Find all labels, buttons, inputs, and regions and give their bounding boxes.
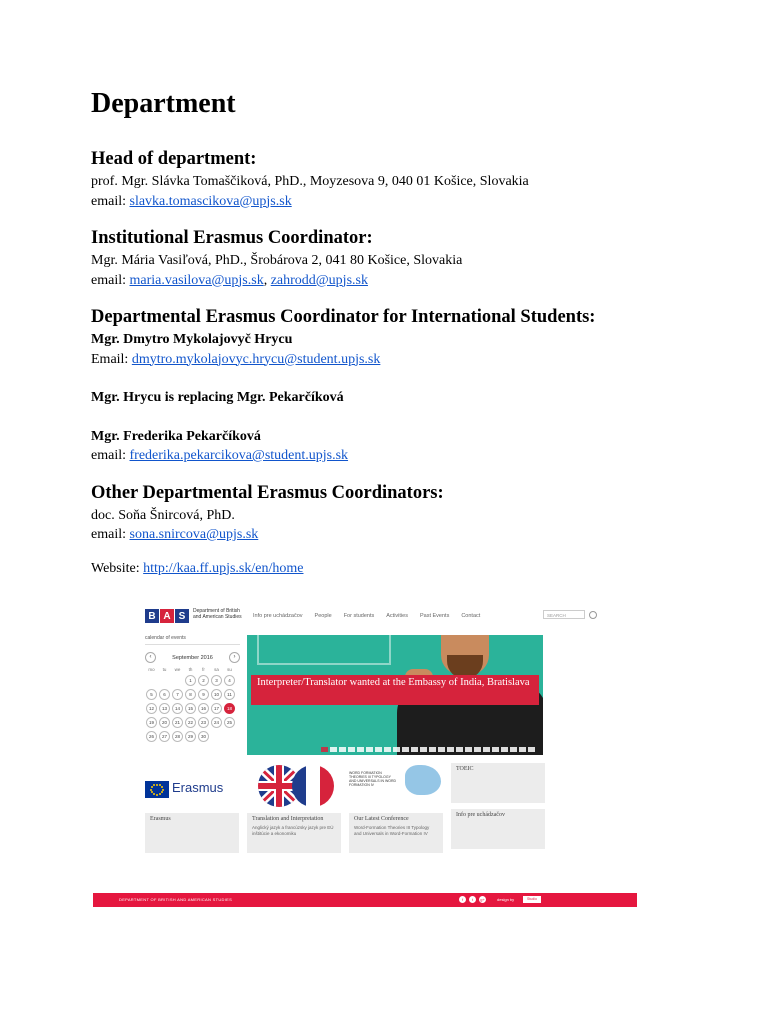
tile-translation[interactable] (247, 763, 341, 853)
calendar-day[interactable]: 29 (185, 731, 196, 742)
institutional-coordinator-section (91, 225, 711, 290)
uk-france-flags-icon (257, 763, 337, 809)
calendar-day[interactable]: 22 (185, 717, 196, 728)
eu-star-icon (161, 786, 163, 788)
site-navbar (145, 607, 637, 627)
coordinator-email-link-1[interactable]: dmytro.mykolajovyc.hrycu@student.upjs.sk (131, 351, 381, 367)
email-label: email: (91, 448, 126, 463)
slider-dot[interactable] (483, 747, 490, 752)
slider-dot[interactable] (465, 747, 472, 752)
calendar-day[interactable]: 12 (146, 703, 157, 714)
website-line (91, 559, 711, 579)
slider-dot[interactable] (492, 747, 499, 752)
tile-caption (349, 813, 443, 853)
google-plus-icon[interactable]: g+ (480, 897, 485, 902)
calendar-day[interactable]: 19 (146, 717, 157, 728)
hero-banner[interactable]: Interpreter/Translator wanted at the Embassy of India, Bratislava (251, 675, 539, 705)
calendar-day[interactable]: 11 (224, 689, 235, 700)
email-label: email: (91, 272, 126, 288)
erasmus-logo-text: Erasmus (172, 780, 224, 795)
eu-star-icon (161, 791, 163, 793)
calendar-day[interactable]: 4 (224, 675, 235, 686)
slider-dot[interactable] (510, 747, 517, 752)
eu-star-icon (156, 794, 158, 796)
email-separator: , (263, 272, 268, 288)
footer-text: DEPARTMENT OF BRITISH AND AMERICAN STUDIES (119, 897, 233, 902)
tile-caption (247, 813, 341, 853)
calendar-weekdays (145, 667, 240, 672)
email-label: email: (91, 527, 126, 542)
spacer (91, 408, 711, 427)
tile-caption (145, 813, 239, 853)
calendar-day[interactable]: 16 (198, 703, 209, 714)
menu-item-contact[interactable]: Contact (461, 613, 481, 619)
slider-dot[interactable] (330, 747, 337, 752)
calendar-label: calendar of events (145, 635, 240, 645)
calendar-day[interactable]: 10 (211, 689, 222, 700)
calendar-weekday: fr (202, 667, 205, 672)
search-icon[interactable] (589, 611, 597, 619)
head-heading: Head of department: (91, 149, 257, 169)
site-menu (253, 613, 492, 619)
conference-art-text: WORD FORMATION THEORIES III TYPOLOGY AND UNIVERSALS IN WORD FORMATION IV (349, 771, 397, 787)
tile-subtitle: Anglický jazyk a francúzsky jazyk pre EÚ inštitúcie a ekonomiku (252, 825, 334, 836)
email-label: email: (91, 193, 126, 209)
menu-item-activities[interactable]: Activities (386, 613, 408, 619)
calendar-day[interactable]: 14 (172, 703, 183, 714)
calendar-month: September 2016 (172, 654, 213, 661)
toeic-title: TOEIC (451, 763, 545, 803)
eu-star-icon (153, 793, 155, 795)
eu-star-icon (159, 793, 161, 795)
slider-dots (321, 747, 537, 752)
calendar-month-bar (145, 652, 240, 663)
slider-dot[interactable] (411, 747, 418, 752)
head-email-link[interactable]: slavka.tomascikova@upjs.sk (129, 193, 292, 209)
calendar-day[interactable]: 8 (185, 689, 196, 700)
head-details: prof. Mgr. Slávka Tomaščiková, PhD., Moyzesova 9, 040 01 Košice, Slovakia (91, 174, 529, 189)
calendar-weekday: mo (148, 667, 155, 672)
slider-dot[interactable] (501, 747, 508, 752)
tile-erasmus[interactable] (145, 763, 239, 853)
hero-illustration-board (257, 635, 391, 665)
menu-item-people[interactable]: People (314, 613, 332, 619)
menu-item-for-students[interactable]: For students (343, 613, 375, 619)
slider-dot[interactable] (348, 747, 355, 752)
facebook-icon[interactable]: f (459, 896, 466, 903)
calendar-weekday: th (188, 667, 193, 672)
slider-dot[interactable] (402, 747, 409, 752)
calendar-blank (173, 675, 182, 684)
slider-dot[interactable] (366, 747, 373, 752)
slider-dot[interactable] (420, 747, 427, 752)
eu-flag-icon (145, 781, 169, 798)
coordinator-email-line-1 (91, 350, 711, 370)
tile-title: Translation and Interpretation (252, 816, 324, 822)
calendar-day[interactable]: 30 (198, 731, 209, 742)
logo-letter-b: B (145, 609, 159, 623)
head-of-department-section (91, 146, 711, 211)
twitter-icon[interactable]: t (469, 896, 476, 903)
calendar-day[interactable]: 17 (211, 703, 222, 714)
flags-image (247, 763, 341, 809)
logo-letter-s: S (175, 609, 189, 623)
calendar-weekday: tu (162, 667, 167, 672)
slider-dot[interactable] (357, 747, 364, 752)
institutional-details: Mgr. Mária Vasiľová, PhD., Šrobárova 2, 041 80 Košice, Slovakia (91, 253, 463, 268)
coordinator-email-link-2[interactable]: frederika.pekarcikova@student.upjs.sk (129, 448, 349, 463)
website-label: Website: (91, 560, 140, 576)
logo-letter-a: A (160, 609, 174, 623)
institutional-email-link-1[interactable]: maria.vasilova@upjs.sk (129, 272, 264, 288)
calendar-day[interactable]: 24 (211, 717, 222, 728)
calendar-day[interactable]: 7 (172, 689, 183, 700)
chevron-right-icon[interactable]: › (229, 652, 240, 663)
calendar-day[interactable]: 2 (198, 675, 209, 686)
calendar-day[interactable]: 28 (172, 731, 183, 742)
coordinator-name-1: Mgr. Dmytro Mykolajovyč Hrycu (91, 332, 293, 347)
eu-star-icon (153, 784, 155, 786)
institutional-heading: Institutional Erasmus Coordinator: (91, 228, 373, 248)
calendar-day[interactable]: 5 (146, 689, 157, 700)
slider-dot[interactable] (528, 747, 535, 752)
slider-dot[interactable] (339, 747, 346, 752)
departmental-heading: Departmental Erasmus Coordinator for International Students: (91, 307, 596, 327)
eu-star-icon (151, 786, 153, 788)
footer-social (459, 896, 489, 903)
calendar-day[interactable]: 21 (172, 717, 183, 728)
calendar-day[interactable]: 26 (146, 731, 157, 742)
slider-dot[interactable] (438, 747, 445, 752)
eu-star-icon (151, 791, 153, 793)
coordinator-name-2: Mgr. Frederika Pekarčíková (91, 428, 261, 444)
eu-star-icon (156, 784, 158, 786)
hero-slider[interactable] (247, 635, 543, 755)
tile-info[interactable] (451, 809, 545, 849)
menu-item-info[interactable]: Info pre uchádzačov (253, 613, 303, 619)
institutional-email-line (91, 271, 711, 291)
conference-image (349, 763, 443, 809)
calendar-blank (160, 675, 169, 684)
departmental-coordinator-section (91, 304, 711, 466)
calendar-weekday: sa (214, 667, 219, 672)
slider-dot[interactable] (474, 747, 481, 752)
calendar-day[interactable]: 1 (185, 675, 196, 686)
page-title: Department (91, 88, 236, 119)
tile-subtitle: Word-Formation Theories III Typology and Universals in Word-Formation IV (354, 825, 430, 836)
slider-dot[interactable] (456, 747, 463, 752)
site-search-input[interactable]: SEARCH (543, 610, 585, 619)
replacement-note: Mgr. Hrycu is replacing Mgr. Pekarčíková (91, 390, 344, 405)
eu-star-icon (150, 789, 152, 791)
calendar-weekday: su (227, 667, 232, 672)
menu-item-past-events[interactable]: Past Events (419, 613, 450, 619)
site-footer (93, 893, 637, 907)
coordinator-email-line-2 (91, 446, 711, 466)
other-email-link[interactable]: sona.snircova@upjs.sk (129, 527, 259, 542)
tile-title: Our Latest Conference (354, 816, 409, 822)
calendar-day[interactable]: 20 (159, 717, 170, 728)
website-link[interactable]: http://kaa.ff.upjs.sk/en/home (143, 560, 304, 576)
slider-dot[interactable] (393, 747, 400, 752)
logo-text: Department of British and American Studies (193, 608, 242, 620)
website-screenshot (93, 597, 637, 909)
footer-design-credit: design by (497, 897, 515, 902)
calendar-weekday: we (174, 667, 181, 672)
slider-dot[interactable] (384, 747, 391, 752)
slider-dot[interactable] (447, 747, 454, 752)
other-email-line (91, 525, 711, 545)
slider-dot[interactable] (375, 747, 382, 752)
info-title: Info pre uchádzačov (451, 809, 545, 849)
erasmus-logo (145, 763, 239, 809)
head-email-line (91, 192, 711, 212)
institutional-email-link-2[interactable]: zahrodd@upjs.sk (270, 272, 368, 288)
other-details: doc. Soňa Šnircová, PhD. (91, 507, 235, 523)
slider-dot[interactable] (519, 747, 526, 752)
calendar-day[interactable]: 9 (198, 689, 209, 700)
document-body (91, 84, 711, 578)
site-logo (145, 609, 190, 623)
calendar-day[interactable]: 15 (185, 703, 196, 714)
other-heading: Other Departmental Erasmus Coordinators: (91, 482, 444, 503)
calendar-day[interactable]: 13 (159, 703, 170, 714)
spacer (91, 369, 711, 388)
tile-title: Erasmus (150, 816, 171, 822)
calendar-day[interactable]: 18 (224, 703, 235, 714)
tile-toeic[interactable] (451, 763, 545, 803)
conference-art-shape (405, 765, 441, 795)
calendar-blank (147, 675, 156, 684)
calendar-day[interactable]: 23 (198, 717, 209, 728)
other-coordinators-section (91, 480, 711, 545)
tile-conference[interactable] (349, 763, 443, 853)
slider-dot[interactable] (429, 747, 436, 752)
events-calendar (145, 635, 240, 742)
slider-dot[interactable] (321, 747, 328, 752)
footer-design-badge[interactable]: Studio (523, 896, 541, 903)
calendar-days (145, 675, 240, 742)
email-label: Email: (91, 351, 129, 367)
calendar-day[interactable]: 25 (224, 717, 235, 728)
calendar-day[interactable]: 6 (159, 689, 170, 700)
calendar-day[interactable]: 3 (211, 675, 222, 686)
chevron-left-icon[interactable]: ‹ (145, 652, 156, 663)
calendar-day[interactable]: 27 (159, 731, 170, 742)
